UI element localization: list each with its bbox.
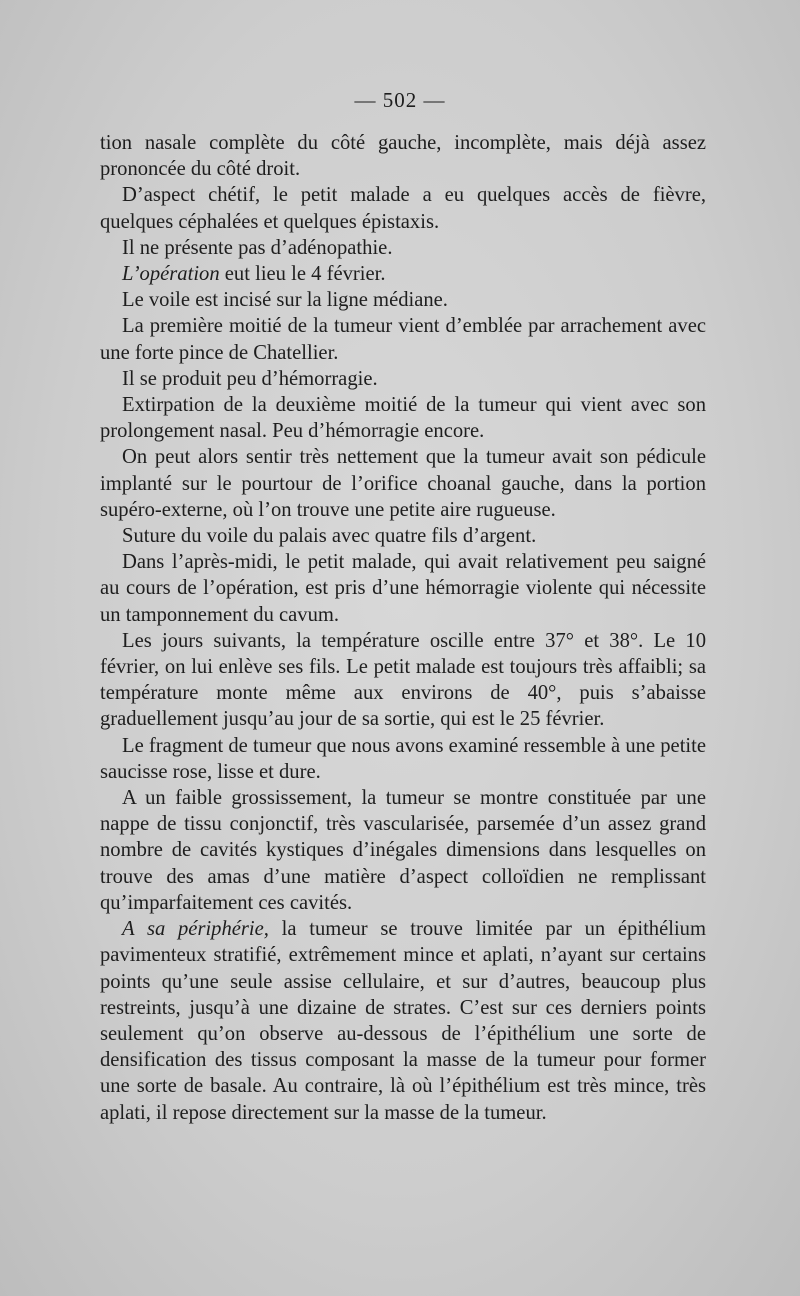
italic-lead: L’opération xyxy=(122,263,220,286)
paragraph-4: L’opération eut lieu le 4 février. xyxy=(122,263,386,286)
page-number: — 502 — xyxy=(354,88,446,112)
paragraph-15: A sa périphérie, la tumeur se trouve limitée par un épithélium pavimenteux stratifié, extrêmement mince et aplati, n’ayant sur certains points qu’une seule assise cellulaire, et sur d’autres, beaucoup plus restreints, jusqu’à une dizaine de strates. C’est sur ces derniers points seulement qu’on observe au-dessous de l’épithélium une sorte de densification des tissus composant la masse de la tumeur pour former une sorte de basale. Au contraire, là où l’épithélium est très mince, très aplati, il repose directement sur la masse de la tumeur. xyxy=(100,918,706,1124)
paragraph-13: Le fragment de tumeur que nous avons examiné ressemble à une petite saucisse rose, lisse et dure. xyxy=(100,734,706,783)
paragraph-6: La première moitié de la tumeur vient d’emblée par arrachement avec une forte pince de Chatellier. xyxy=(100,315,706,364)
paragraph-7: Il se produit peu d’hémorragie. xyxy=(122,367,378,390)
paragraph-3: Il ne présente pas d’adénopathie. xyxy=(122,236,393,259)
italic-lead: A sa périphérie, xyxy=(122,918,269,941)
body-text xyxy=(100,130,706,1126)
paragraph-9: On peut alors sentir très nettement que la tumeur avait son pédicule implanté sur le pourtour de l’orifice choanal gauche, dans la portion supéro-externe, où l’on trouve une petite aire rugueuse. xyxy=(100,446,706,521)
paragraph-1: tion nasale complète du côté gauche, incomplète, mais déjà assez prononcée du côté droit. xyxy=(100,132,706,181)
paragraph-10: Suture du voile du palais avec quatre fils d’argent. xyxy=(122,525,537,548)
paragraph-2: D’aspect chétif, le petit malade a eu quelques accès de fièvre, quelques céphalées et quelques épistaxis. xyxy=(100,184,706,233)
paragraph-8: Extirpation de la deuxième moitié de la tumeur qui vient avec son prolongement nasal. Peu d’hémorragie encore. xyxy=(100,394,706,443)
paragraph-11: Dans l’après-midi, le petit malade, qui avait relativement peu saigné au cours de l’opération, est pris d’une hémorragie violente qui nécessite un tamponnement du cavum. xyxy=(100,551,706,626)
paragraph-5: Le voile est incisé sur la ligne médiane. xyxy=(122,289,448,312)
paragraph-14: A un faible grossissement, la tumeur se montre constituée par une nappe de tissu conjonctif, très vascularisée, parsemée d’un assez grand nombre de cavités kystiques d’inégales dimensions dans lesquelles on trouve des amas d’une matière d’aspect colloïdien ne remplissant qu’imparfaitement ces cavités. xyxy=(100,787,706,914)
paragraph-12: Les jours suivants, la température oscille entre 37° et 38°. Le 10 février, on lui enlève ses fils. Le petit malade est toujours très affaibli; sa température monte même aux environs de 40°, puis s’abaisse graduellement jusqu’au jour de sa sortie, qui est le 25 février. xyxy=(100,629,706,731)
